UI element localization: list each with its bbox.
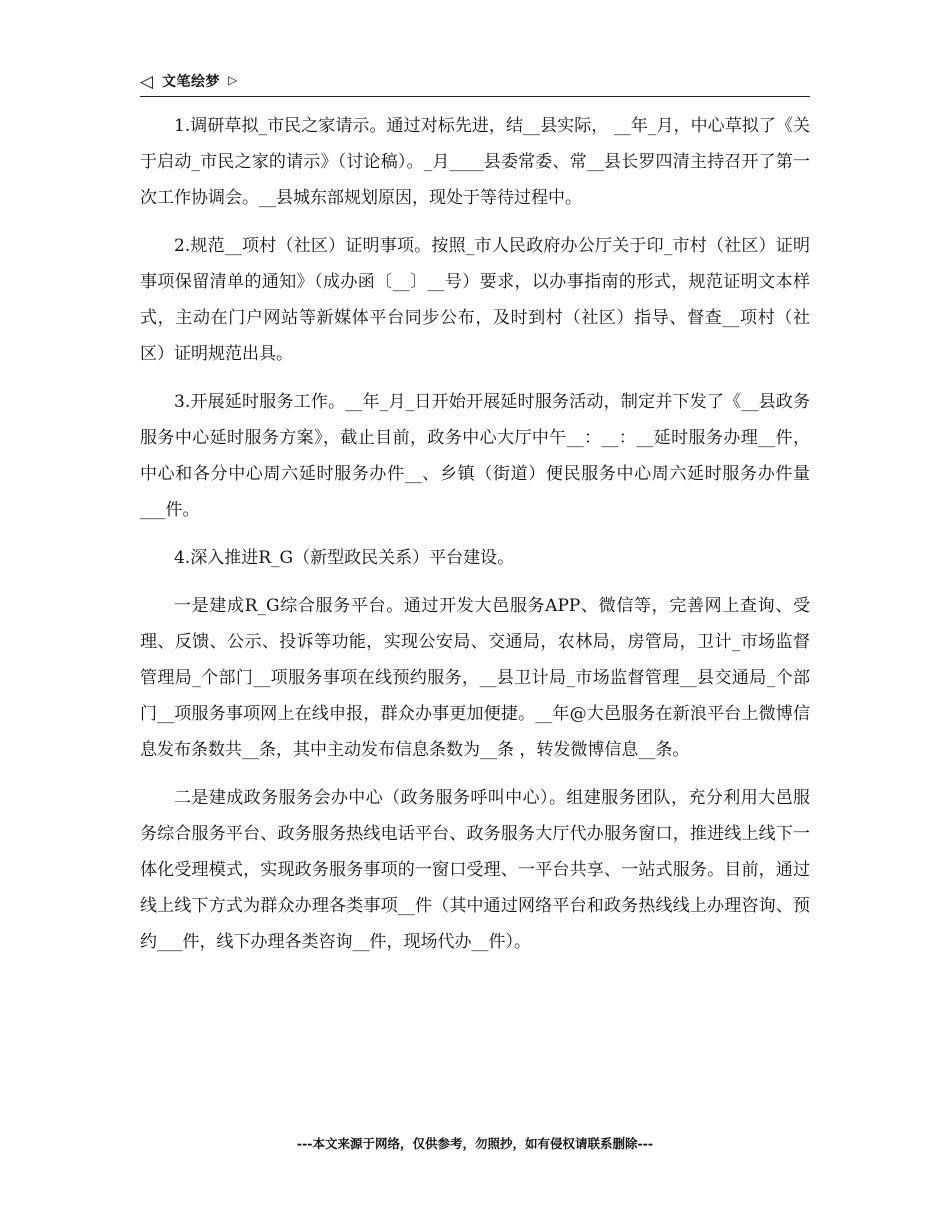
paragraph-2: 2.规范__项村（社区）证明事项。按照_市人民政府办公厅关于印_市村（社区）证明事项保留清单的通知》（成办函〔__〕__号）要求，以办事指南的形式，规范证明文本样式，主动在门户网站等新媒体平台同步公布，及时到村（社区）指导、督查__项村（社区）证明规范出具。 (140, 236, 810, 364)
paragraph-3: 3.开展延时服务工作。__年_月_日开始开展延时服务活动，制定并下发了《__县政务服务中心延时服务方案》，截止目前，政务中心大厅中午__：__：__延时服务办理__件，中心和各分中心周六延时服务办件__、乡镇（街道）便民服务中心周六延时服务办件量___件。 (140, 392, 810, 520)
paragraph-6: 二是建成政务服务会办中心（政务服务呼叫中心）。组建服务团队，充分利用大邑服务综合服务平台、政务服务热线电话平台、政务服务大厅代办服务窗口，推进线上线下一体化受理模式，实现政务服务事项的一窗口受理、一平台共享、一站式服务。目前，通过线上线下方式为群众办理各类事项__件（其中通过网络平台和政务热线线上办理咨询、预约___件，线下办理各类咨询__件，现场代办__件）。 (140, 788, 810, 952)
left-triangle-icon: ◁ (140, 72, 154, 92)
page-header (140, 70, 810, 97)
paragraph-1: 1.调研草拟_市民之家请示。通过对标先进，结__县实际， __年_月，中心草拟了《关于启动_市民之家的请示》（讨论稿）。_月____县委常委、常__县长罗四清主持召开了第一次工作协调会。__县城东部规划原因，现处于等待过程中。 (140, 116, 810, 208)
paragraph-5: 一是建成R_G综合服务平台。通过开发大邑服务APP、微信等，完善网上查询、受理、反馈、公示、投诉等功能，实现公安局、交通局，农林局，房管局，卫计_市场监督管理局_个部门__项服务事项在线预约服务，__县卫计局_市场监督管理__县交通局_个部门__项服务事项网上在线申报，群众办事更加便捷。__年@大邑服务在新浪平台上微博信息发布条数共__条，其中主动发布信息条数为__条 ，转发微博信息__条。 (140, 596, 810, 760)
page-footer-disclaimer: ---本文来源于网络，仅供参考，勿照抄，如有侵权请联系删除--- (296, 1136, 654, 1151)
brand-label: 文笔绘梦 (162, 74, 220, 90)
right-triangle-icon: ▷ (228, 73, 238, 87)
document-body (140, 108, 810, 972)
paragraph-4: 4.深入推进R_G（新型政民关系）平台建设。 (174, 548, 515, 568)
